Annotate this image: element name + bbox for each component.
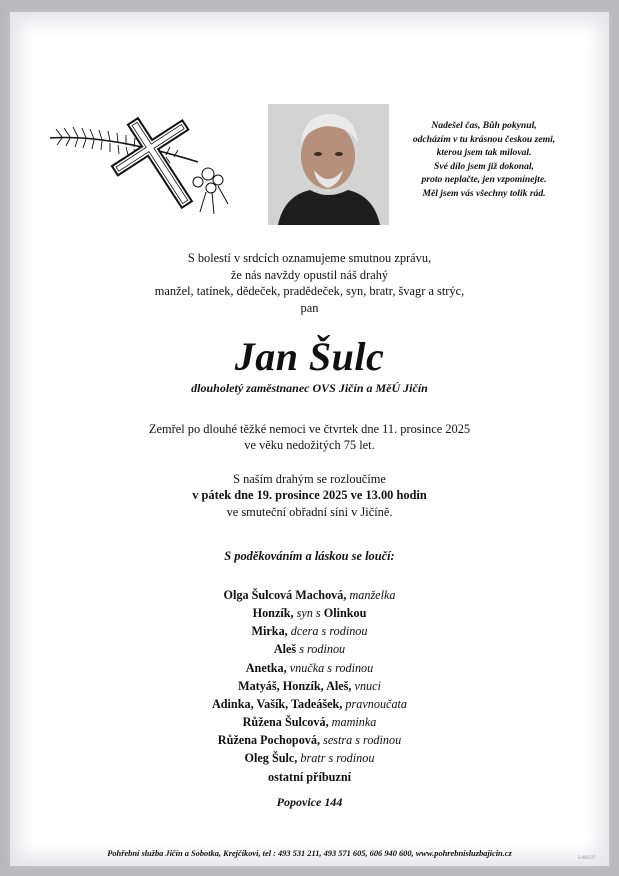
mourner-row: [0, 749, 619, 767]
death-notice: [0, 421, 619, 453]
mourner-row: [0, 731, 619, 749]
mourner-relation: maminka: [328, 715, 377, 730]
mourner-name: Růžena Pochopová,: [217, 733, 321, 748]
funeral-info: [0, 471, 619, 520]
mourner-row: [0, 640, 619, 658]
mourner-row: [0, 586, 619, 604]
mourner-name: Růžena Šulcová,: [242, 715, 329, 730]
mourner-name: Mirka,: [251, 624, 288, 639]
mourner-name: ostatní příbuzní: [268, 769, 351, 784]
mourner-relation: pravnoučata: [342, 696, 408, 711]
mourner-relation: vnučka s rodinou: [286, 660, 374, 675]
mourner-row: [0, 768, 619, 786]
mourner-name: Honzík,: [252, 606, 294, 621]
intro-line: manžel, tatínek, dědeček, pradědeček, syn, bratr, švagr a strýc,: [154, 284, 465, 299]
mourner-relation: syn s: [293, 606, 324, 621]
cross-palm-illustration: [48, 110, 238, 220]
mourner-relation: vnuci: [351, 678, 381, 693]
mourner-row: [0, 695, 619, 713]
mourner-relation: dcera s rodinou: [287, 624, 368, 639]
poem-line: proto neplačte, jen vzpomínejte.: [421, 174, 547, 186]
portrait-photo: [268, 104, 389, 225]
funeral-date: v pátek dne 19. prosince 2025 ve 13.00 hodin: [192, 488, 427, 503]
mourner-name: Aleš: [273, 642, 297, 657]
cross-icon: [48, 110, 238, 220]
mourner-row: [0, 659, 619, 677]
funeral-line: S naším drahým se rozloučíme: [233, 472, 386, 486]
mourner-relation: bratr s rodinou: [297, 751, 375, 766]
death-line: ve věku nedožitých 75 let.: [244, 438, 375, 452]
funeral-venue: ve smuteční obřadní síni v Jičíně.: [226, 504, 393, 519]
mourner-row: [0, 604, 619, 622]
intro-line: S bolestí v srdcích oznamujeme smutnou zprávu,: [187, 251, 432, 265]
mourner-row: [0, 677, 619, 695]
mourner-row: [0, 713, 619, 731]
print-mark: S-W/D37: [578, 855, 596, 860]
mourner-relation: s rodinou: [296, 642, 346, 657]
intro-line: pan: [300, 300, 319, 315]
mourner-relation: manželka: [346, 588, 396, 602]
mourner-name: Matyáš, Honzík, Aleš,: [238, 678, 352, 693]
mourner-name: Oleg Šulc,: [244, 751, 298, 766]
mourner-extra: Olinkou: [323, 606, 367, 621]
mourner-relation: sestra s rodinou: [320, 733, 402, 748]
poem-line: Nadešel čas, Bůh pokynul,: [431, 120, 537, 131]
address: Popovice 144: [276, 795, 343, 809]
mourners-list: [0, 586, 619, 786]
announcement-intro: [0, 250, 619, 316]
intro-line: že nás navždy opustil náš drahý: [230, 267, 389, 282]
deceased-occupation: dlouholetý zaměstnanec OVS Jičín a MěÚ Jičín: [191, 381, 428, 395]
deceased-name: Jan Šulc: [234, 334, 385, 379]
funeral-service-footer: Pohřební služba Jičín a Sobotka, Krejčíkovi, tel : 493 531 211, 493 571 605, 606 940 600, www.pohrebnisluzbajicin.cz: [107, 849, 512, 858]
poem-line: kterou jsem tak miloval.: [436, 147, 532, 159]
poem-line: Měl jsem vás všechny tolik rád.: [422, 187, 546, 199]
poem-line: odcházím v tu krásnou českou zemi,: [412, 133, 556, 145]
mourner-name: Olga Šulcová Machová,: [223, 588, 347, 602]
portrait-icon: [268, 104, 389, 225]
mourner-row: [0, 622, 619, 640]
farewell-heading: S poděkováním a láskou se loučí:: [224, 549, 395, 563]
poem: [398, 119, 570, 201]
mourner-name: Anetka,: [245, 660, 287, 675]
poem-line: Své dílo jsem již dokonal,: [434, 160, 534, 172]
death-line: Zemřel po dlouhé těžké nemoci ve čtvrtek dne 11. prosince 2025: [148, 422, 471, 436]
mourner-name: Adinka, Vašík, Tadeášek,: [211, 696, 343, 711]
